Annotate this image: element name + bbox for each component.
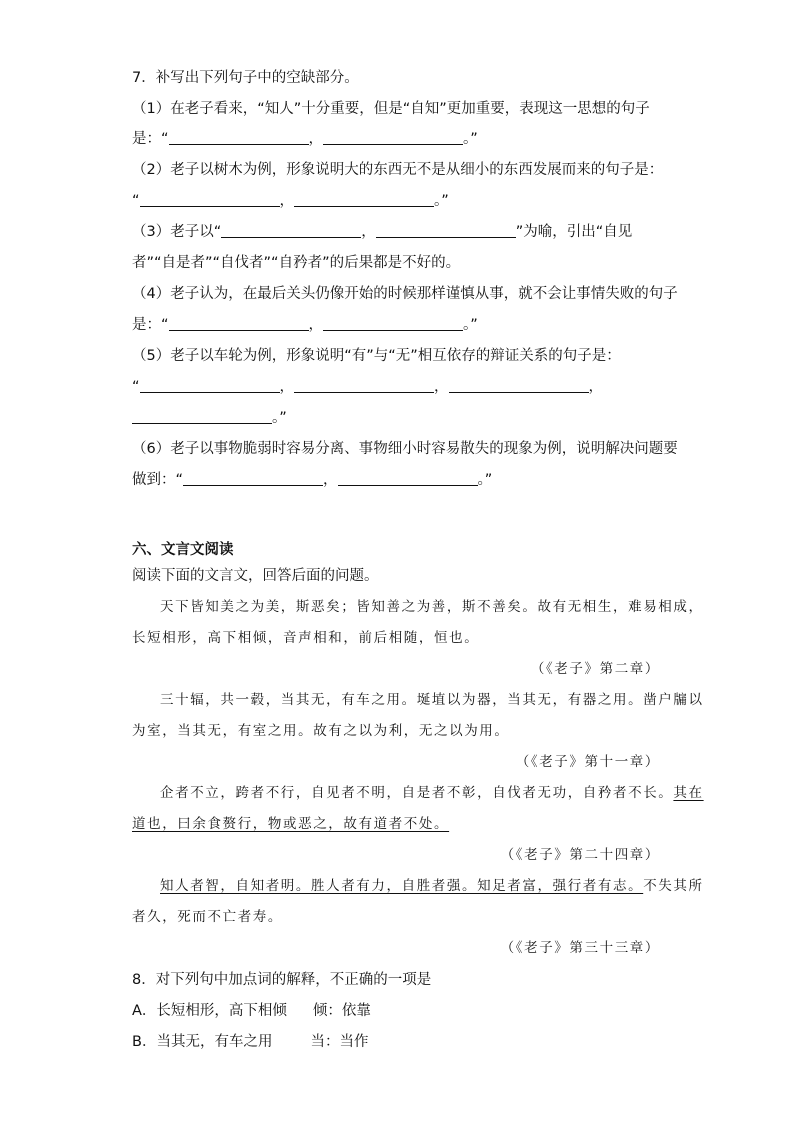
chapter11-source: （《老子》第十一章）: [515, 754, 660, 770]
underlined-text: 其在: [673, 785, 704, 801]
q7-item4-line1: （4）老子认为，在最后关头仍像开始的时候那样谨慎从事，就不会让事情失败的句子: [132, 286, 678, 302]
comma: ，: [308, 317, 324, 333]
answer-blank[interactable]: [338, 471, 478, 486]
end-quote: 。”: [463, 131, 478, 147]
q7-item5-line2: [132, 377, 603, 397]
chapter2-line2: 长短相形，高下相倾，音声相和，前后相随，恒也。: [132, 630, 480, 646]
open-quote: “: [132, 379, 140, 395]
answer-blank[interactable]: [169, 130, 309, 145]
answer-blank[interactable]: [449, 378, 589, 393]
q7-item3-line2: 者”“自是者”“自伐者”“自矜者”的后果都是不好的。: [132, 255, 461, 271]
q7-item1-line2: [132, 129, 478, 149]
text: 做到：“: [132, 472, 184, 488]
q7-item6-line2: [132, 470, 492, 490]
q7-item5-line3: [132, 408, 287, 428]
chapter2-source: （《老子》第二章）: [530, 661, 660, 677]
end-quote: 。”: [434, 193, 449, 209]
end-quote: 。”: [477, 472, 493, 488]
text: 是：“: [132, 317, 169, 333]
q7-item2-line1: （2）老子以树木为例，形象说明大的东西无不是从细小的东西发展而来的句子是：: [132, 162, 664, 178]
option-note: 当：当作: [310, 1034, 369, 1050]
section-heading: 六、文言文阅读: [132, 542, 234, 558]
answer-blank[interactable]: [323, 130, 463, 145]
option-text: B．当其无，有车之用: [132, 1034, 273, 1050]
text: 是：“: [132, 131, 169, 147]
answer-blank[interactable]: [221, 223, 361, 238]
q8-option-b: [132, 1032, 368, 1052]
comma: ，: [323, 472, 338, 488]
comma: ，: [361, 224, 376, 240]
answer-blank[interactable]: [376, 223, 516, 238]
open-quote: “: [132, 193, 140, 209]
underlined-text: 知人者智，自知者明。胜人者有力，自胜者强。知足者富，强行者有志。: [160, 878, 644, 894]
text: 不失其所: [643, 878, 704, 894]
q7-item1-line1: （1）在老子看来，“知人”十分重要，但是“自知”更加重要，表现这一思想的句子: [132, 101, 650, 117]
q7-item6-line1: （6）老子以事物脆弱时容易分离、事物细小时容易散失的现象为例，说明解决问题要: [132, 441, 678, 457]
text: ”为喻，引出“自见: [515, 224, 633, 240]
q7-item2-line2: [132, 191, 449, 211]
chapter33-line2: 者久，死而不亡者寿。: [132, 909, 283, 925]
answer-blank[interactable]: [183, 471, 323, 486]
chapter11-line2: 为室，当其无，有室之用。故有之以为利，无之以为用。: [132, 723, 510, 739]
answer-blank[interactable]: [294, 192, 434, 207]
q7-item5-line1: （5）老子以车轮为例，形象说明“有”与“无”相互依存的辩证关系的句子是：: [132, 348, 621, 364]
comma: ，: [308, 131, 324, 147]
chapter33-source: （《老子》第三十三章）: [500, 940, 660, 956]
answer-blank[interactable]: [294, 378, 434, 393]
chapter24-source: （《老子》第二十四章）: [500, 847, 660, 863]
comma: ，: [434, 379, 449, 395]
answer-blank[interactable]: [140, 192, 280, 207]
chapter24-line2: [132, 814, 449, 834]
answer-blank[interactable]: [132, 409, 272, 424]
underlined-text: 道也，曰余食赘行，物或恶之，故有道者不处。: [132, 816, 450, 832]
chapter11-line1: 三十辐，共一毂，当其无，有车之用。埏埴以为器，当其无，有器之用。凿户牖以: [160, 692, 704, 708]
q7-item4-line2: [132, 315, 478, 335]
comma: ，: [279, 193, 295, 209]
answer-blank[interactable]: [140, 378, 280, 393]
option-note: 倾：依靠: [312, 1003, 371, 1019]
text: 企者不立，跨者不行，自见者不明，自是者不彰，自伐者无功，自矜者不长。: [160, 785, 674, 801]
comma: ，: [588, 379, 604, 395]
answer-blank[interactable]: [323, 316, 463, 331]
chapter33-line1: [160, 876, 704, 896]
q8-title: 8．对下列句中加点词的解释，不正确的一项是: [132, 972, 432, 988]
text: （3）老子以“: [132, 224, 222, 240]
comma: ，: [279, 379, 295, 395]
q7-item3-line1: [132, 222, 632, 242]
end-quote: 。”: [272, 410, 287, 426]
chapter2-line1: 天下皆知美之为美，斯恶矣；皆知善之为善，斯不善矣。故有无相生，难易相成，: [160, 599, 704, 615]
q7-title: 7．补写出下列句子中的空缺部分。: [132, 70, 359, 86]
section-instruction: 阅读下面的文言文，回答后面的问题。: [132, 568, 379, 584]
end-quote: 。”: [463, 317, 478, 333]
chapter24-line1: [160, 783, 704, 803]
q8-option-a: [132, 1001, 371, 1021]
option-text: A．长短相形，高下相倾: [132, 1003, 287, 1019]
answer-blank[interactable]: [169, 316, 309, 331]
